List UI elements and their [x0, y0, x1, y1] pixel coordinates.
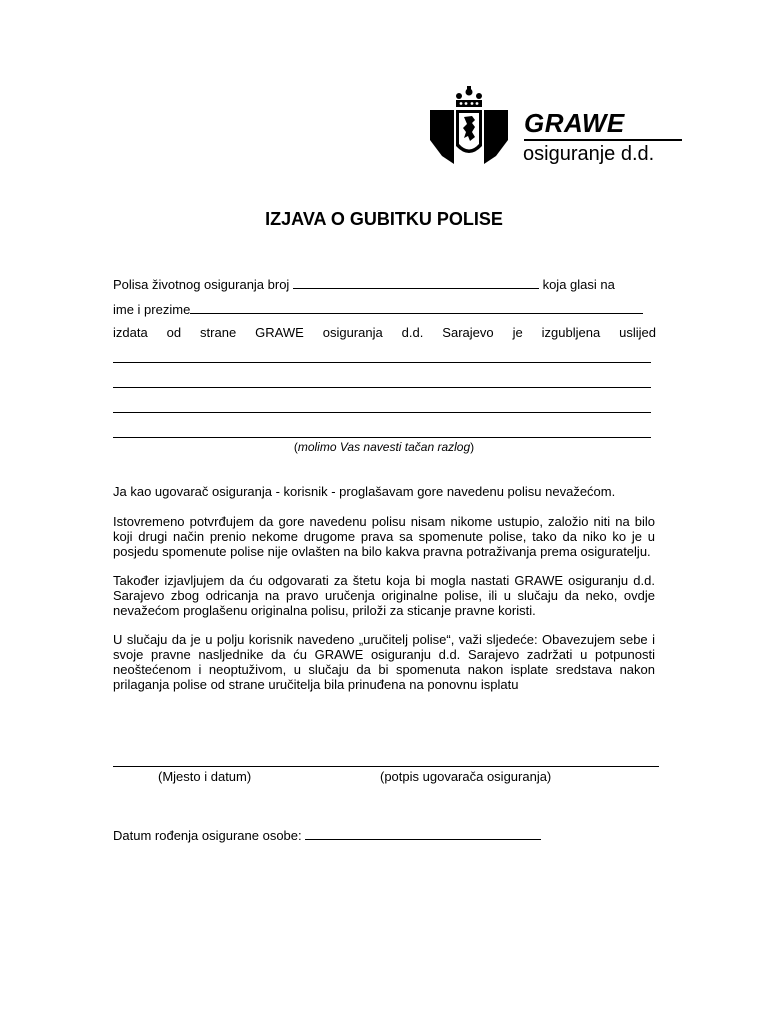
name-line — [113, 301, 643, 318]
grawe-logo — [428, 86, 688, 170]
brand-rule — [524, 139, 682, 141]
birth-date-label: Datum rođenja osigurane osobe: — [113, 828, 302, 843]
brand-name: GRAWE — [524, 108, 625, 138]
grawe-crest-icon — [428, 86, 520, 170]
signature-line[interactable] — [113, 766, 659, 767]
birth-date-line — [113, 827, 541, 844]
name-field[interactable] — [190, 301, 643, 314]
place-date-label: (Mjesto i datum) — [158, 769, 252, 784]
birth-date-field[interactable] — [305, 827, 541, 840]
document-title: IZJAVA O GUBITKU POLISE — [265, 209, 503, 229]
reason-field-3[interactable] — [113, 412, 651, 413]
deliverer-paragraph: U slučaju da je u polju korisnik navedeno „uručitelj polise“, važi sljedeće: Obavezujem sebe i svoje pravne nasljednike da ću GRAWE osiguranju d.d. Sarajevo zadržati u potpunosti neoštećenom i neoptuživom, u slučaju da bi spomenuta nakon isplate sredstava nakon prilaganja polise od strane uručitelja bila prinuđena na ponovnu isplatu — [113, 632, 655, 692]
policy-number-label: Polisa životnog osiguranja broj — [113, 277, 290, 292]
issued-line: izdata od strane GRAWE osiguranja d.d. Sarajevo je izgubljena uslijed — [113, 325, 656, 340]
policy-number-line — [113, 276, 615, 293]
reason-hint: (molimo Vas navesti tačan razlog) — [293, 440, 475, 454]
policy-number-field[interactable] — [293, 276, 539, 289]
liability-paragraph: Također izjavljujem da ću odgovarati za štetu koja bi mogla nastati GRAWE osiguranju d.d. Sarajevo zbog odricanja na pravo uručenja originalne polise, ili u slučaju da neko, ovdje nevažećom proglašenu originalna polisu, priloži za sticanje pravne koristi. — [113, 573, 655, 618]
signature-label: (potpis ugovarača osiguranja) — [380, 769, 552, 784]
reason-field-1[interactable] — [113, 362, 651, 363]
reason-field-2[interactable] — [113, 387, 651, 388]
name-label: ime i prezime — [113, 302, 191, 317]
brand-subtitle: osiguranje d.d. — [523, 143, 655, 165]
policy-number-suffix: koja glasi na — [542, 277, 615, 292]
confirm-paragraph: Istovremeno potvrđujem da gore navedenu polisu nisam nikome ustupio, založio niti na bilo koji drugi način prenio nekome drugome prava sa spomenute polise, tako da niko ko je u posjedu spomenute polise nije ovlašten na bilo kakva pravna potraživanja prema osiguratelju. — [113, 514, 655, 559]
declaration-paragraph: Ja kao ugovarač osiguranja - korisnik - proglašavam gore navedenu polisu nevažećom. — [113, 484, 616, 499]
reason-field-4[interactable] — [113, 437, 651, 438]
